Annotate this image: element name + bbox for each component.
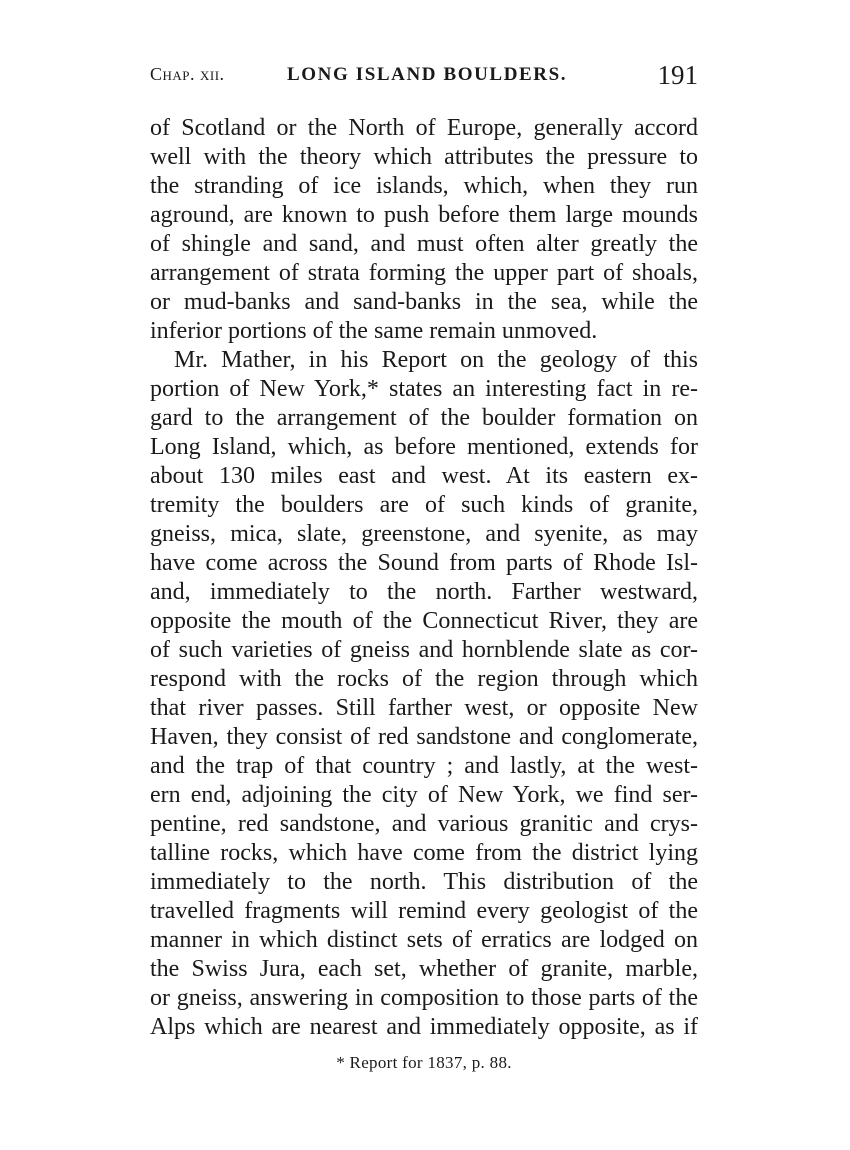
text-line: of such varieties of gneiss and hornblende slate as cor-	[150, 637, 698, 663]
text-line: manner in which distinct sets of erratics are lodged on	[150, 927, 698, 953]
text-line: the stranding of ice islands, which, when they run	[150, 173, 698, 199]
text-line: gard to the arrangement of the boulder formation on	[150, 405, 698, 431]
text-line: arrangement of strata forming the upper part of shoals,	[150, 260, 698, 286]
text-line: Haven, they consist of red sandstone and conglomerate,	[150, 724, 698, 750]
text-line: talline rocks, which have come from the district lying	[150, 840, 698, 866]
text-line: portion of New York,* states an interesting fact in re-	[150, 376, 698, 402]
text-line: of Scotland or the North of Europe, generally accord	[150, 115, 698, 141]
text-line: and, immediately to the north. Farther westward,	[150, 579, 698, 605]
text-line: pentine, red sandstone, and various granitic and crys-	[150, 811, 698, 837]
text-line: that river passes. Still farther west, or opposite New	[150, 695, 698, 721]
text-line: have come across the Sound from parts of Rhode Isl-	[150, 550, 698, 576]
text-line: or gneiss, answering in composition to those parts of the	[150, 985, 698, 1011]
text-line: of shingle and sand, and must often alter greatly the	[150, 231, 698, 257]
text-line: inferior portions of the same remain unmoved.	[150, 318, 598, 344]
text-line: respond with the rocks of the region through which	[150, 666, 698, 692]
text-line: travelled fragments will remind every geologist of the	[150, 898, 698, 924]
page-number: 191	[657, 60, 698, 90]
text-line: or mud-banks and sand-banks in the sea, while the	[150, 289, 698, 315]
text-line: gneiss, mica, slate, greenstone, and syenite, as may	[150, 521, 698, 547]
text-line: well with the theory which attributes the pressure to	[150, 144, 698, 170]
text-line: Mr. Mather, in his Report on the geology of this	[174, 347, 698, 373]
text-line: immediately to the north. This distribution of the	[150, 869, 698, 895]
footnote: * Report for 1837, p. 88.	[336, 1053, 512, 1072]
paragraph-1	[150, 114, 698, 346]
paragraph-2	[150, 346, 698, 1042]
text-line: Long Island, which, as before mentioned, extends for	[150, 434, 698, 460]
text-line: opposite the mouth of the Connecticut River, they are	[150, 608, 698, 634]
page-header	[150, 60, 698, 100]
body-text	[150, 114, 698, 1042]
text-line: about 130 miles east and west. At its eastern ex-	[150, 463, 698, 489]
text-line: aground, are known to push before them large mounds	[150, 202, 698, 228]
running-title: LONG ISLAND BOULDERS.	[287, 64, 568, 85]
text-line: tremity the boulders are of such kinds of granite,	[150, 492, 698, 518]
text-line: ern end, adjoining the city of New York, we find ser-	[150, 782, 698, 808]
text-line: and the trap of that country ; and lastly, at the west-	[150, 753, 698, 779]
text-line: Alps which are nearest and immediately opposite, as if	[150, 1014, 698, 1040]
chapter-label: Chap. xii.	[150, 64, 225, 84]
text-line: the Swiss Jura, each set, whether of granite, marble,	[150, 956, 698, 982]
